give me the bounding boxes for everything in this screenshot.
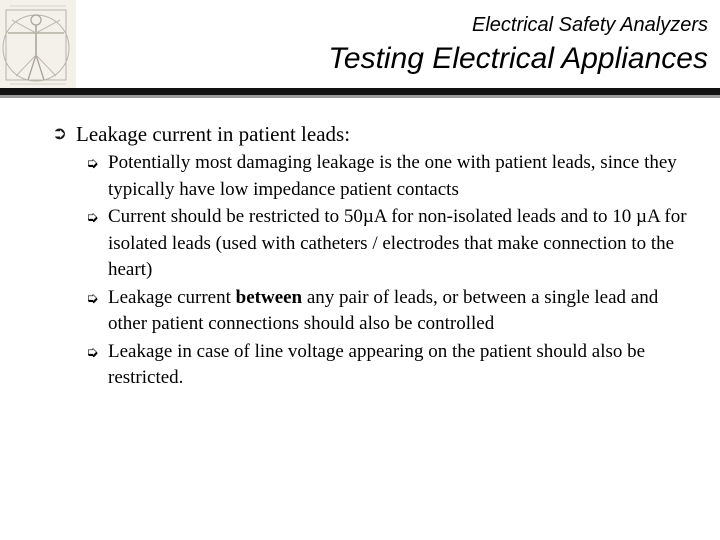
- sub-bullet-text: Leakage in case of line voltage appearing on the patient should also be restricted.: [108, 340, 646, 388]
- slide-subtitle: Electrical Safety Analyzers: [471, 14, 708, 36]
- sub-bullet: [86, 285, 692, 338]
- sub-bullet-text: Leakage current between any pair of leads, or between a single lead and other patient connections should also be controlled: [108, 286, 659, 334]
- sub-bullet-list: [52, 150, 692, 392]
- sub-bullet: [86, 339, 692, 392]
- curved-arrow-icon: ➲: [52, 123, 68, 144]
- arrow-down-right-icon: ➭: [86, 342, 99, 361]
- arrow-down-right-icon: ➭: [86, 154, 99, 172]
- slide-body: [52, 120, 692, 393]
- slide-title: Testing Electrical Appliances: [328, 42, 708, 75]
- sub-bullet: [86, 204, 692, 284]
- main-bullet: [52, 120, 692, 148]
- vitruvian-man-icon: [0, 0, 76, 88]
- title-divider: [0, 88, 720, 98]
- emphasis-text: between: [235, 286, 303, 308]
- sub-bullet: [86, 150, 692, 203]
- arrow-down-right-icon: ➭: [86, 288, 99, 307]
- sub-bullet-text: Potentially most damaging leakage is the one with patient leads, since they typically have low impedance patient contacts: [108, 152, 677, 200]
- arrow-down-right-icon: ➭: [86, 208, 99, 226]
- sub-bullet-text: Current should be restricted to 50µA for non-isolated leads and to 10 µA for isolated leads (used with catheters / electrodes that make connection to the heart): [108, 206, 687, 280]
- main-bullet-text: Leakage current in patient leads:: [76, 122, 351, 146]
